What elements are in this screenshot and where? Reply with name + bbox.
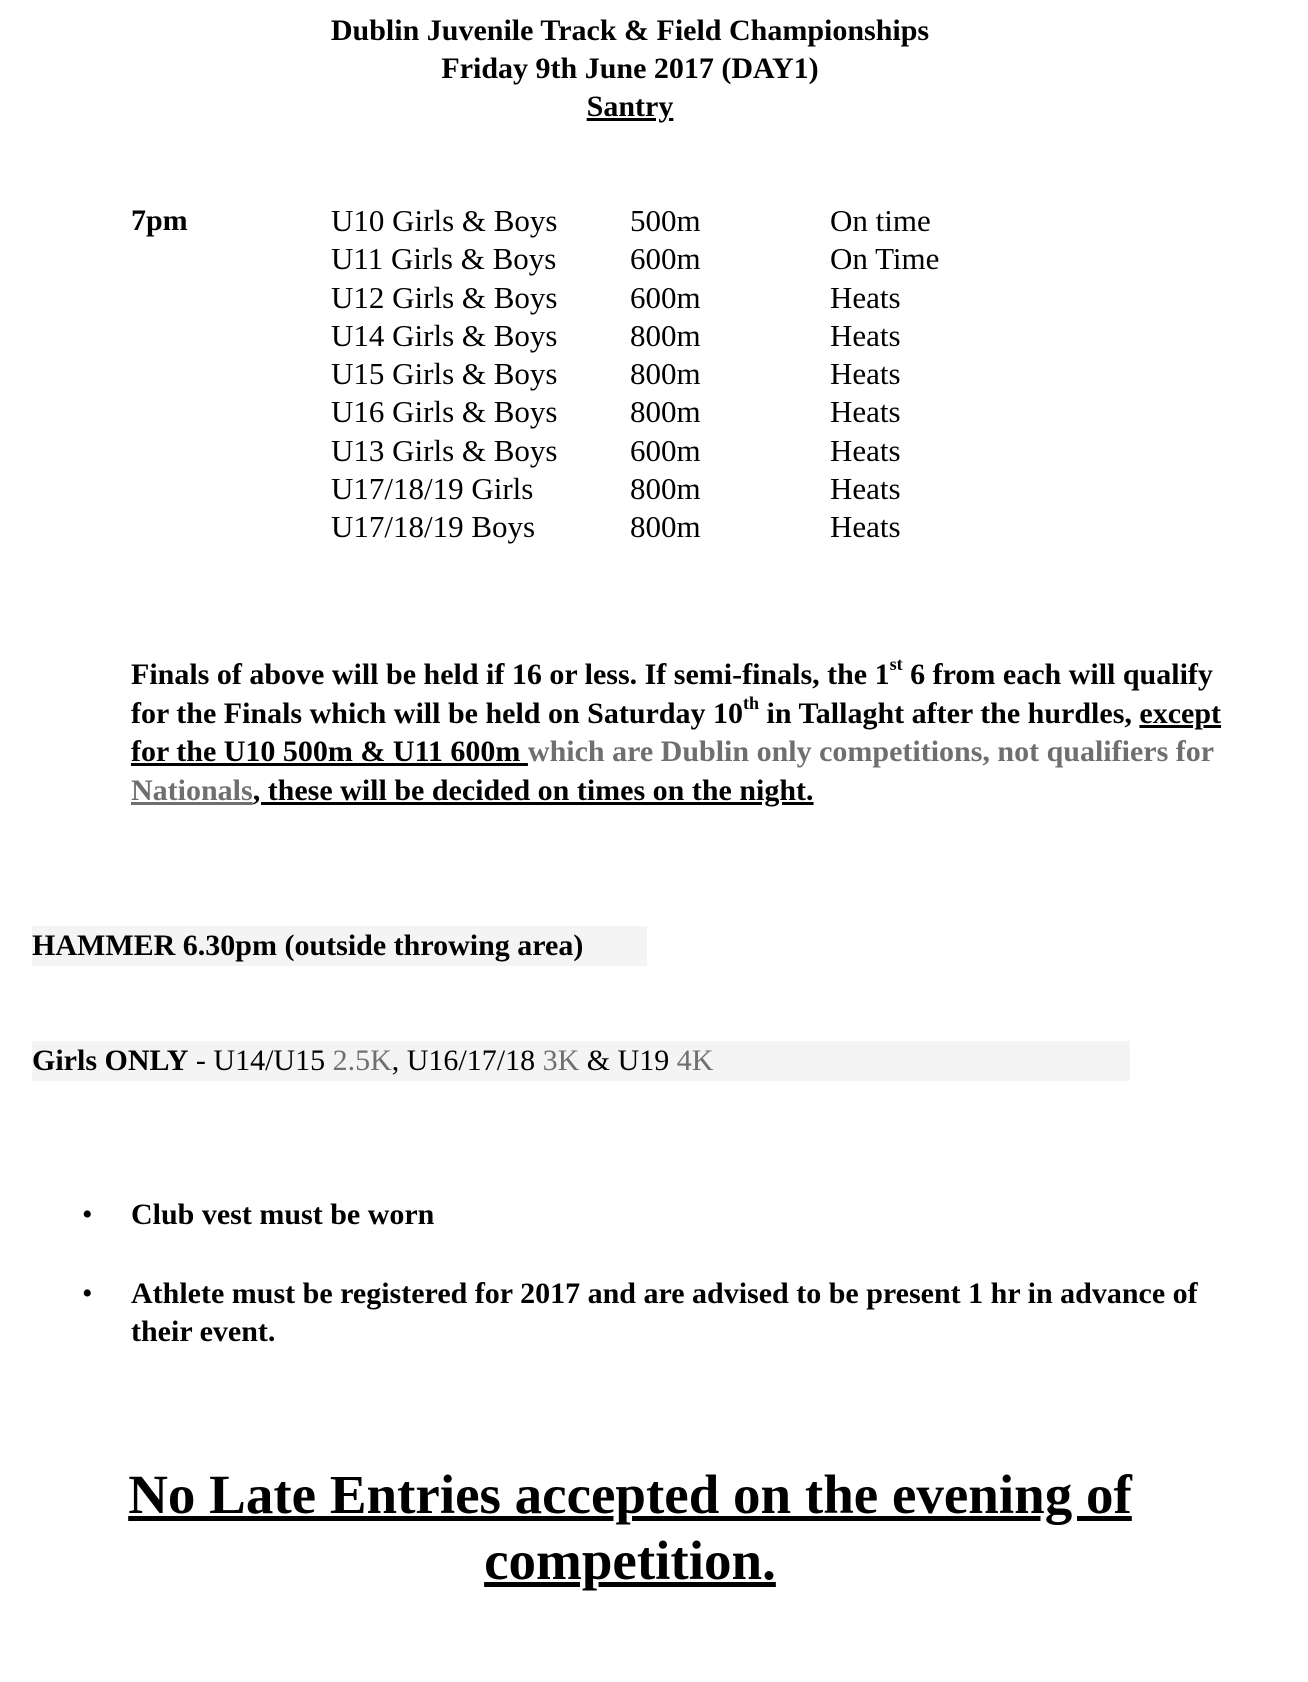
- distance: 800m: [630, 394, 701, 430]
- list-item: • Athlete must be registered for 2017 and are advised to be present 1 hr in advance of their event.: [82, 1276, 1198, 1348]
- finals-paragraph: Finals of above will be held if 16 or less. If semi-finals, the 1st 6 from each will qualify for the Finals which will be held on Saturday 10th in Tallaght after the hurdles, except for the U10 500m & U11 600m which are Dublin only competitions, not qualifiers for Nationals, these will be decided on times on the night.: [131, 654, 1222, 807]
- table-row: [331, 240, 939, 278]
- late-entries-notice: No Late Entries accepted on the evening of competition.: [128, 1464, 1132, 1591]
- status: Heats: [830, 394, 901, 430]
- age-group: U13 Girls & Boys: [331, 432, 558, 468]
- age-group: U10 Girls & Boys: [331, 203, 558, 238]
- distance: 500m: [630, 203, 701, 238]
- age-group: U17/18/19 Girls: [331, 471, 534, 507]
- status: On Time: [830, 241, 940, 277]
- age-group: U11 Girls & Boys: [331, 241, 557, 277]
- event-date: Friday 9th June 2017 (DAY1): [441, 52, 819, 85]
- age-group: U16 Girls & Boys: [331, 394, 558, 430]
- table-row: [331, 317, 939, 355]
- bullet-icon: •: [82, 1198, 93, 1231]
- notes-list: [0, 1196, 1260, 1392]
- distance: 600m: [630, 241, 701, 277]
- distance: 800m: [630, 356, 701, 392]
- exception-note: except for the U10 500m & U11 600m: [131, 696, 1222, 768]
- hammer-heading: HAMMER 6.30pm (outside throwing area): [32, 926, 647, 966]
- table-row: [331, 470, 939, 508]
- distance: 600m: [630, 432, 701, 468]
- table-row: [331, 279, 939, 317]
- status: Heats: [830, 471, 901, 507]
- hammer-weights: Girls ONLY - U14/U15 2.5K, U16/17/18 3K & U19 4K: [32, 1041, 1130, 1081]
- distance: 800m: [630, 471, 701, 507]
- status: Heats: [830, 509, 901, 545]
- bullet-icon: •: [82, 1276, 93, 1310]
- table-row: [331, 355, 939, 393]
- times-note: , these will be decided on times on the night.: [252, 773, 814, 807]
- age-group: U12 Girls & Boys: [331, 279, 558, 315]
- status: Heats: [830, 432, 901, 468]
- list-item: • Club vest must be worn: [0, 1196, 1260, 1235]
- age-group: U14 Girls & Boys: [331, 317, 558, 353]
- table-row: [331, 202, 939, 240]
- status: Heats: [830, 279, 901, 315]
- event-title: Dublin Juvenile Track & Field Championships: [330, 14, 930, 47]
- distance: 600m: [630, 279, 701, 315]
- age-group: U15 Girls & Boys: [331, 356, 558, 392]
- event-venue: Santry: [586, 90, 674, 123]
- table-row: [331, 432, 939, 470]
- schedule-time: 7pm: [131, 204, 188, 237]
- table-row: [331, 508, 939, 546]
- table-row: [331, 393, 939, 431]
- dublin-only-note: which are Dublin only competitions, not qualifiers for: [527, 735, 1214, 768]
- status: Heats: [830, 317, 901, 353]
- document-header: [0, 12, 1260, 126]
- schedule-table: [331, 202, 939, 547]
- age-group: U17/18/19 Boys: [331, 509, 536, 545]
- distance: 800m: [630, 509, 701, 545]
- distance: 800m: [630, 317, 701, 353]
- status: Heats: [830, 356, 901, 392]
- status: On time: [830, 203, 931, 238]
